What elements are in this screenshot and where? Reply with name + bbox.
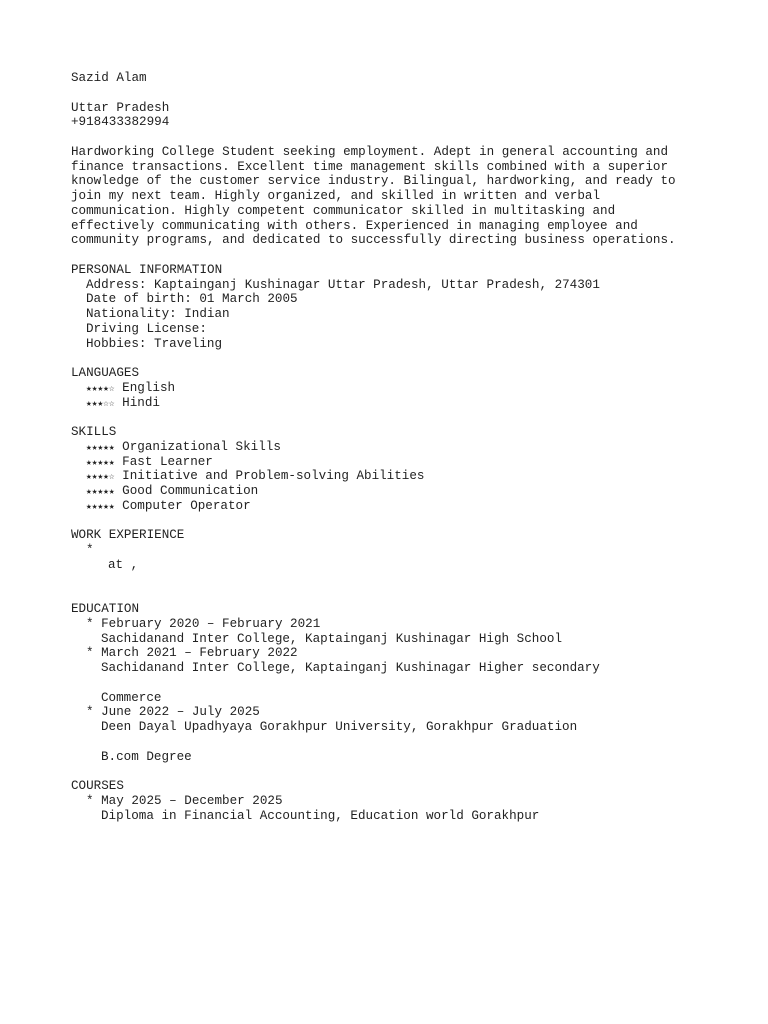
summary-line: join my next team. Highly organized, and skilled in written and verbal	[71, 189, 601, 203]
rating-stars-icon: ★★★★★	[86, 486, 115, 497]
resume-document	[71, 71, 711, 823]
dob-line: Date of birth: 01 March 2005	[86, 292, 298, 307]
section-heading: SKILLS	[71, 425, 117, 439]
summary-line: knowledge of the customer service industry. Bilingual, hardworking, and ready to	[71, 174, 676, 189]
date-range: June 2022 – July 2025	[101, 705, 260, 720]
section-heading: EDUCATION	[71, 602, 140, 616]
spacer	[71, 587, 711, 602]
skill-label: Computer Operator	[122, 498, 251, 513]
skill-label: Good Communication	[122, 484, 259, 498]
address-line: Address: Kaptainganj Kushinagar Uttar Pradesh, Uttar Pradesh, 274301	[86, 277, 600, 292]
education-institution: Sachidanand Inter College, Kaptainganj Kushinagar Higher secondary	[101, 661, 600, 675]
summary-line: Hardworking College Student seeking employment. Adept in general accounting and	[71, 144, 669, 159]
date-range: May 2025 – December 2025	[101, 793, 283, 808]
work-detail: at ,	[108, 557, 139, 572]
skill-item	[71, 469, 711, 484]
course-dates	[71, 794, 711, 809]
summary-paragraph	[71, 145, 711, 248]
language-label: Hindi	[122, 395, 160, 410]
education-dates	[71, 705, 711, 720]
spacer	[71, 410, 711, 425]
rating-stars-icon: ★★★☆☆	[86, 397, 115, 409]
candidate-name: Sazid Alam	[71, 71, 147, 85]
summary-line: finance transactions. Excellent time management skills combined with a superior	[71, 159, 669, 174]
rating-stars-icon: ★★★★☆	[86, 382, 115, 394]
spacer	[71, 86, 711, 101]
skill-label: Organizational Skills	[122, 439, 281, 454]
work-experience-section	[71, 528, 711, 587]
section-heading: PERSONAL INFORMATION	[71, 262, 223, 277]
bullet-marker: *	[86, 646, 94, 661]
bullet-marker: *	[86, 705, 94, 720]
summary-line: effectively communicating with others. Experienced in managing employee and	[71, 218, 638, 233]
skill-item	[71, 440, 711, 455]
course-institution: Diploma in Financial Accounting, Education world Gorakhpur	[101, 808, 540, 823]
spacer	[71, 735, 711, 750]
language-label: English	[122, 380, 176, 395]
nationality-line: Nationality: Indian	[86, 307, 230, 321]
skill-label: Initiative and Problem-solving Abilities	[122, 469, 425, 484]
rating-stars-icon: ★★★★★	[86, 441, 115, 453]
skill-item	[71, 499, 711, 514]
language-item	[71, 381, 711, 396]
rating-stars-icon: ★★★★☆	[86, 471, 115, 483]
spacer	[71, 130, 711, 145]
education-section	[71, 602, 711, 764]
bullet-marker: *	[86, 793, 94, 808]
summary-line: communication. Highly competent communicator skilled in multitasking and	[71, 203, 616, 218]
education-institution: Sachidanand Inter College, Kaptainganj Kushinagar High School	[101, 631, 563, 646]
education-dates	[71, 646, 711, 661]
spacer	[71, 764, 711, 779]
education-institution: Deen Dayal Upadhyaya Gorakhpur University, Gorakhpur Graduation	[101, 720, 578, 734]
skills-section	[71, 425, 711, 514]
driving-license-line: Driving License:	[86, 321, 207, 336]
education-note: Commerce	[101, 690, 162, 705]
languages-section	[71, 366, 711, 410]
phone-number: +918433382994	[71, 115, 170, 130]
spacer	[71, 573, 711, 588]
courses-section	[71, 779, 711, 823]
rating-stars-icon: ★★★★★	[86, 500, 115, 512]
rating-stars-icon: ★★★★★	[86, 456, 115, 468]
section-heading: LANGUAGES	[71, 366, 140, 380]
section-heading: COURSES	[71, 779, 124, 793]
date-range: March 2021 – February 2022	[101, 646, 298, 661]
summary-line: community programs, and dedicated to successfully directing business operations.	[71, 233, 676, 248]
section-heading: WORK EXPERIENCE	[71, 528, 185, 543]
date-range: February 2020 – February 2021	[101, 616, 321, 631]
spacer	[71, 676, 711, 691]
spacer	[71, 248, 711, 263]
bullet-marker: *	[86, 616, 94, 631]
spacer	[71, 351, 711, 366]
bullet-marker: *	[86, 543, 94, 557]
location: Uttar Pradesh	[71, 100, 170, 115]
education-note: B.com Degree	[101, 749, 192, 764]
skill-item	[71, 455, 711, 470]
personal-info-section	[71, 263, 711, 352]
hobbies-line: Hobbies: Traveling	[86, 336, 223, 351]
language-item	[71, 396, 711, 411]
skill-item	[71, 484, 711, 499]
education-dates	[71, 617, 711, 632]
skill-label: Fast Learner	[122, 454, 213, 469]
spacer	[71, 514, 711, 529]
